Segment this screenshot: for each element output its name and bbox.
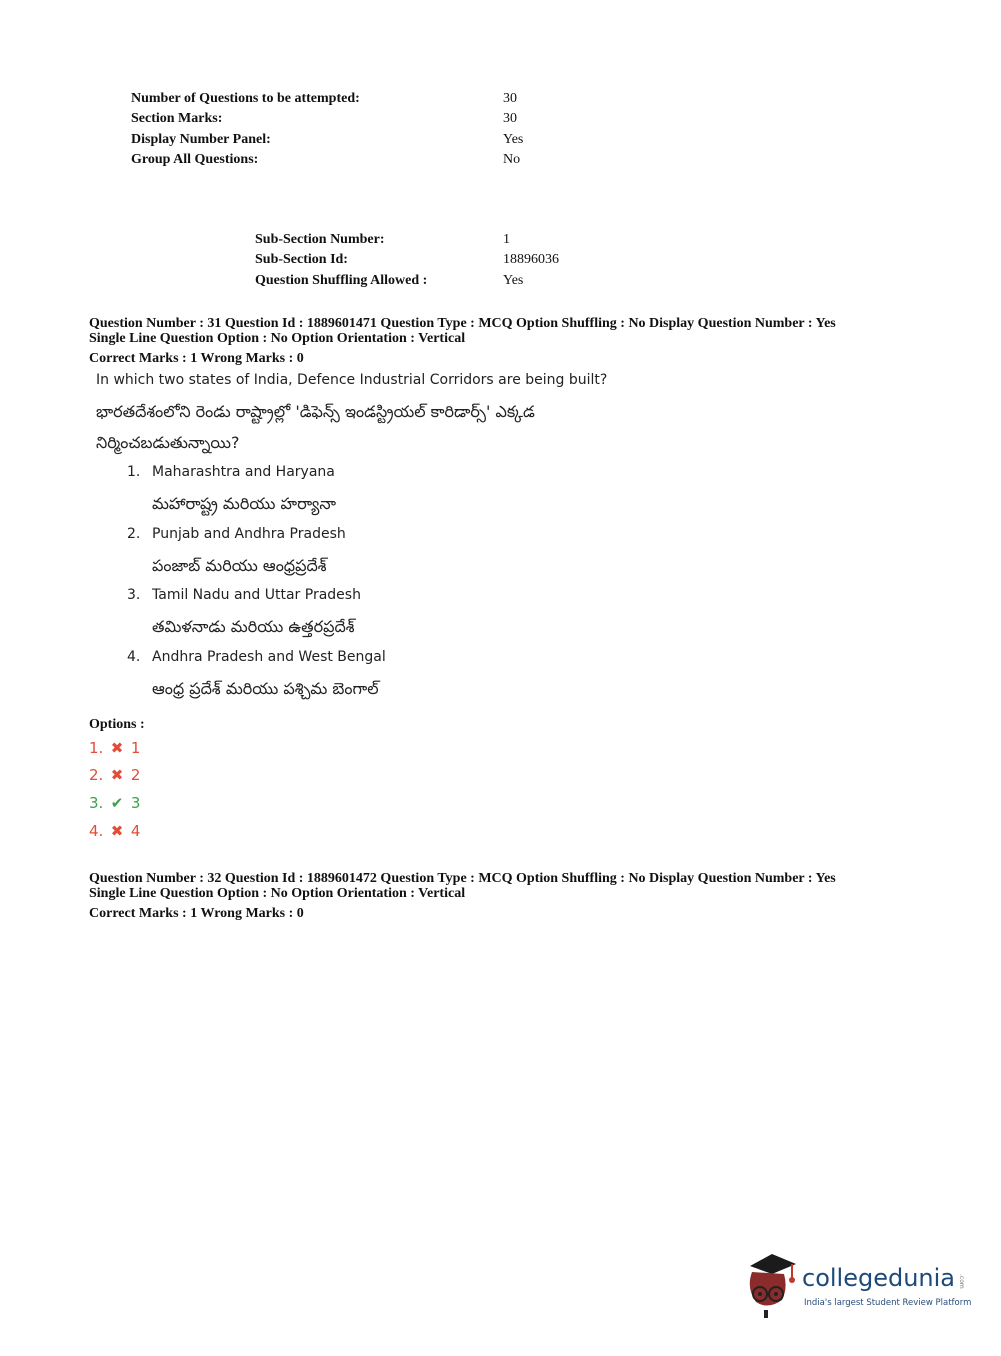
answer-number: 4. bbox=[89, 822, 104, 840]
q31-meta bbox=[89, 316, 836, 346]
options-label: Options : bbox=[89, 717, 145, 732]
q31-meta-line2: Single Line Question Option : No Option Orientation : Vertical bbox=[89, 331, 466, 346]
cross-icon: ✖ bbox=[110, 739, 124, 757]
section-label: Group All Questions: bbox=[131, 152, 259, 168]
section-value: Yes bbox=[503, 131, 524, 147]
choice-te: మహారాష్ట్ర మరియు హర్యానా bbox=[152, 494, 337, 513]
section-label: Display Number Panel: bbox=[131, 131, 271, 147]
q31-question-te-line2: నిర్మించబడుతున్నాయి? bbox=[96, 433, 240, 452]
subsection-value: 18896036 bbox=[503, 252, 559, 268]
subsection-label: Sub-Section Number: bbox=[255, 232, 385, 247]
subsection-label: Question Shuffling Allowed : bbox=[255, 272, 428, 288]
q31-choice bbox=[127, 526, 346, 542]
subsection-row bbox=[255, 230, 510, 250]
answer-value: 4 bbox=[130, 822, 141, 840]
q32-meta-line2: Single Line Question Option : No Option Orientation : Vertical bbox=[89, 886, 466, 901]
mascot-icon bbox=[742, 1250, 802, 1320]
check-icon: ✔ bbox=[110, 794, 124, 812]
subsection-value: Yes bbox=[503, 272, 524, 288]
section-label: Section Marks: bbox=[131, 111, 223, 127]
q32-marks: Correct Marks : 1 Wrong Marks : 0 bbox=[89, 906, 304, 921]
choice-te: పంజాబ్ మరియు ఆంధ్రప్రదేశ్ bbox=[152, 556, 327, 575]
choice-number: 2. bbox=[127, 526, 141, 542]
q31-meta-line1: Question Number : 31 Question Id : 1889601471 Question Type : MCQ Option Shuffling : No Display Question Number : Yes bbox=[89, 316, 836, 331]
logo-suffix: .com bbox=[958, 1274, 965, 1289]
q31-choice bbox=[127, 464, 335, 480]
logo-tagline: India's largest Student Review Platform bbox=[804, 1298, 972, 1308]
q31-question-te-line1: భారతదేశంలోని రెండు రాష్ట్రాల్లో 'డిఫెన్స్ ఇండస్ట్రియల్ కారిడార్స్' ఎక్కడ bbox=[96, 402, 535, 421]
answer-value: 3 bbox=[130, 794, 141, 812]
subsection-row bbox=[255, 250, 559, 270]
choice-number: 3. bbox=[127, 587, 141, 603]
section-row bbox=[131, 130, 524, 150]
section-value: No bbox=[503, 152, 521, 168]
q31-choice bbox=[127, 649, 386, 665]
section-info bbox=[131, 89, 524, 171]
collegedunia-logo bbox=[742, 1250, 972, 1320]
cross-icon: ✖ bbox=[110, 822, 124, 840]
choice-te: ఆంధ్ర ప్రదేశ్ మరియు పశ్చిమ బెంగాల్ bbox=[152, 679, 379, 698]
choice-te: తమిళనాడు మరియు ఉత్తరప్రదేశ్ bbox=[152, 617, 355, 636]
answer-number: 3. bbox=[89, 794, 104, 812]
answer-option bbox=[89, 822, 140, 840]
q31-choice bbox=[127, 587, 361, 603]
section-value: 30 bbox=[503, 91, 517, 106]
subsection-label: Sub-Section Id: bbox=[255, 252, 348, 268]
subsection-value: 1 bbox=[503, 232, 510, 247]
cross-icon: ✖ bbox=[110, 766, 124, 784]
section-label: Number of Questions to be attempted: bbox=[131, 91, 360, 106]
answer-value: 2 bbox=[130, 766, 141, 784]
logo-wordmark: collegedunia bbox=[802, 1264, 956, 1292]
choice-en: Maharashtra and Haryana bbox=[152, 464, 335, 480]
q31-question-en: In which two states of India, Defence Industrial Corridors are being built? bbox=[96, 372, 608, 388]
answer-number: 1. bbox=[89, 739, 104, 757]
choice-en: Tamil Nadu and Uttar Pradesh bbox=[152, 587, 361, 603]
q32-meta-line1: Question Number : 32 Question Id : 1889601472 Question Type : MCQ Option Shuffling : No Display Question Number : Yes bbox=[89, 871, 836, 886]
q32-meta bbox=[89, 871, 836, 901]
choice-number: 1. bbox=[127, 464, 141, 480]
choice-en: Punjab and Andhra Pradesh bbox=[152, 526, 346, 542]
answer-value: 1 bbox=[130, 739, 141, 757]
answer-option-correct bbox=[89, 794, 140, 812]
answer-number: 2. bbox=[89, 766, 104, 784]
subsection-info bbox=[255, 230, 559, 291]
answer-option bbox=[89, 766, 140, 784]
section-row bbox=[131, 150, 521, 170]
section-row bbox=[131, 89, 517, 109]
section-row bbox=[131, 109, 517, 129]
choice-en: Andhra Pradesh and West Bengal bbox=[152, 649, 386, 665]
answer-option bbox=[89, 739, 140, 757]
subsection-row bbox=[255, 271, 524, 291]
section-value: 30 bbox=[503, 111, 517, 127]
q31-marks: Correct Marks : 1 Wrong Marks : 0 bbox=[89, 351, 304, 366]
choice-number: 4. bbox=[127, 649, 141, 665]
